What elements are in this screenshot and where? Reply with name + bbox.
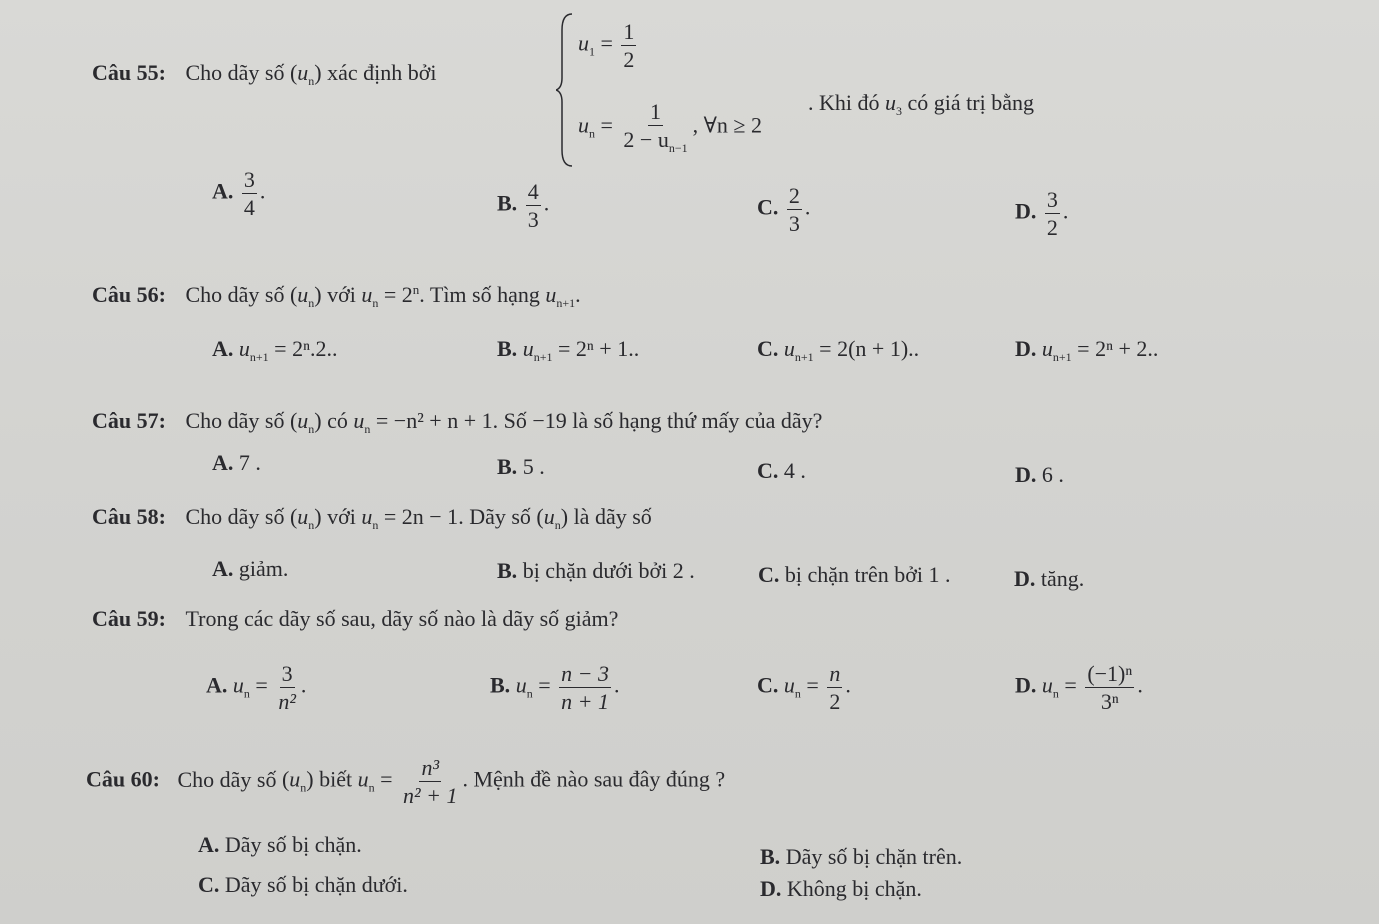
q55-sys2-den: 2 − u <box>623 127 669 153</box>
option-text: = 2ⁿ.2.. <box>274 336 338 361</box>
q60-label: Câu 60: <box>86 766 160 792</box>
q55-label: Câu 55: <box>92 60 166 85</box>
q60-option-a[interactable] <box>198 832 362 858</box>
q56-stem: Câu 56: Cho dãy số $(u_n)$ với $u_n = 2^n$. Tìm số hạng $u_{n+1}$. <box>92 282 581 310</box>
q58-formula: = 2n − 1 <box>383 504 459 529</box>
q56-stem-text2: với <box>327 282 356 307</box>
frac-num: n <box>827 662 842 688</box>
q56-label: Câu 56: <box>92 282 166 307</box>
q55-sys1-num: 1 <box>621 20 636 46</box>
option-text: = 2ⁿ + 2.. <box>1077 336 1159 361</box>
q56-option-b[interactable]: B. $u_{n+1} = 2^n + 1$.. <box>497 336 640 364</box>
frac-den: 2 <box>829 689 841 715</box>
frac-den: n² <box>278 689 296 715</box>
option-label: A. <box>212 556 234 581</box>
q56-option-a[interactable]: A. $u_{n+1} = 2^n.2$.. <box>212 336 338 364</box>
q58-stem-text: Cho dãy số <box>185 504 285 529</box>
q57-stem: Câu 57: Cho dãy số $(u_n)$ có $u_n = -n^2 + n + 1$. Số −19 là số hạng thứ mấy của dãy? <box>92 408 823 436</box>
frac-num: n − 3 <box>559 662 611 688</box>
q56-stem-text: Cho dãy số <box>185 282 285 307</box>
q56-tail: . Tìm số hạng <box>419 282 540 307</box>
q55-stem-text: Cho dãy số <box>185 60 285 85</box>
q57-option-c[interactable] <box>757 458 806 484</box>
option-label: A. <box>206 672 228 698</box>
q57-option-d[interactable] <box>1015 462 1064 488</box>
option-text: 6 . <box>1041 462 1064 487</box>
option-text: Dãy số bị chặn dưới. <box>224 872 408 897</box>
frac-num: (−1)ⁿ <box>1085 662 1134 688</box>
option-label: C. <box>757 194 779 220</box>
q58-tail: . Dãy số <box>458 504 531 529</box>
q60-tail: . Mệnh đề nào sau đây đúng ? <box>462 766 726 792</box>
q55-sys1-den: 2 <box>623 47 635 73</box>
q58-option-c[interactable] <box>758 562 950 588</box>
option-label: B. <box>490 672 511 698</box>
option-label: B. <box>497 336 518 361</box>
frac-den: n² + 1 <box>403 783 458 809</box>
q59-label: Câu 59: <box>92 606 166 631</box>
q55-option-c[interactable]: C. $\frac{2}{3}$ . <box>757 183 811 237</box>
q55-option-a[interactable]: A. $\frac{3}{4}$ . <box>212 167 266 221</box>
option-text: Không bị chặn. <box>786 876 922 901</box>
option-text: tăng. <box>1040 566 1085 591</box>
q57-option-a[interactable] <box>212 450 261 476</box>
option-label: D. <box>1015 198 1037 224</box>
q58-stem: Câu 58: Cho dãy số $(u_n)$ với $u_n = 2n - 1$. Dãy số $(u_n)$ là dãy số <box>92 504 652 532</box>
option-label: A. <box>212 336 234 361</box>
q55-option-b[interactable]: B. $\frac{4}{3}$ . <box>497 179 550 233</box>
q58-stem-text2: với <box>327 504 356 529</box>
option-text: bị chặn trên bởi 1 . <box>784 562 951 587</box>
q55-option-d[interactable]: D. $\frac{3}{2}$ . <box>1015 187 1069 241</box>
frac-den: 3ⁿ <box>1100 689 1119 715</box>
q55-stem-text2: xác định bởi <box>327 60 437 85</box>
q58-option-b[interactable] <box>497 558 695 584</box>
q55-sys-row1: $u_1$ = $\frac{1}{2}$ <box>578 19 635 73</box>
q59-option-d[interactable]: D. $u_n$ = $\frac{\text{(−1)ⁿ}}{\text{3ⁿ}}$ . <box>1015 661 1143 715</box>
option-text: Dãy số bị chặn. <box>224 832 362 857</box>
option-label: C. <box>198 872 220 897</box>
q56-option-d[interactable]: D. $u_{n+1} = 2^n + 2$.. <box>1015 336 1159 364</box>
option-label: C. <box>757 458 779 483</box>
q58-option-a[interactable] <box>212 556 288 582</box>
option-label: D. <box>1015 336 1037 361</box>
q55-tail-text: . Khi đó <box>808 90 880 115</box>
q56-option-c[interactable]: C. $u_{n+1} = 2(n + 1)$.. <box>757 336 920 364</box>
q59-stem <box>92 606 618 632</box>
q58-label: Câu 58: <box>92 504 166 529</box>
option-text: = 2ⁿ + 1.. <box>557 336 640 361</box>
option-label: C. <box>757 336 779 361</box>
q55-seq: $(u_n)$ <box>289 60 322 88</box>
option-label: D. <box>760 876 782 901</box>
q57-stem-text2: có <box>327 408 348 433</box>
q60-stem-text: Cho dãy số <box>177 766 277 792</box>
frac-den: 4 <box>243 195 255 221</box>
q60-option-b[interactable] <box>760 844 962 870</box>
q55-stem <box>92 60 437 89</box>
option-label: A. <box>198 832 220 857</box>
q59-option-a[interactable]: A. $u_n$ = $\frac{3}{\text{n²}}$ . <box>206 661 307 715</box>
option-text: bị chặn dưới bởi 2 . <box>522 558 695 583</box>
frac-num: 3 <box>1045 188 1060 214</box>
frac-num: 2 <box>787 184 802 210</box>
frac-num: 3 <box>280 662 295 688</box>
option-label: A. <box>212 450 234 475</box>
option-label: B. <box>497 558 518 583</box>
q56-formula: = 2 <box>383 282 413 307</box>
q55-tail-text2: có giá trị bằng <box>907 90 1034 115</box>
q55-sys-row2: $u_n$ = $\frac{1}{2 - u_{n-1}}$ , ∀n ≥ 2 <box>578 99 762 156</box>
frac-num: 4 <box>526 180 541 206</box>
q58-option-d[interactable] <box>1014 566 1084 592</box>
q59-option-b[interactable]: B. $u_n$ = $\frac{n - 3}{n + 1}$ . <box>490 661 620 715</box>
q60-stem: Câu 60: Cho dãy số $(u_n)$ biết $u_n$ = $\frac{\text{n³}}{\text{n² + 1}}$ . Mệnh đề nào sau đây đúng ? <box>86 755 726 809</box>
frac-den: n + 1 <box>561 689 609 715</box>
frac-num: 3 <box>242 168 257 194</box>
option-label: D. <box>1015 462 1037 487</box>
q55-tail: . Khi đó $u_3$ có giá trị bằng <box>808 90 1034 118</box>
q60-stem-text2: biết <box>319 766 353 792</box>
option-text: = 2(n + 1).. <box>819 336 920 361</box>
q57-option-b[interactable] <box>497 454 545 480</box>
option-label: B. <box>497 190 518 216</box>
frac-num: n³ <box>419 756 441 782</box>
q57-tail: . Số −19 là số hạng thứ mấy của dãy? <box>492 408 823 433</box>
option-label: A. <box>212 178 234 204</box>
option-text: Dãy số bị chặn trên. <box>785 844 963 869</box>
q57-stem-text: Cho dãy số <box>185 408 285 433</box>
option-label: C. <box>757 672 779 698</box>
option-label: B. <box>497 454 518 479</box>
q58-tail2: là dãy số <box>573 504 652 529</box>
option-label: D. <box>1014 566 1036 591</box>
q55-brace <box>556 10 576 170</box>
option-label: D. <box>1015 672 1037 698</box>
option-text: 5 . <box>522 454 545 479</box>
q60-option-c[interactable] <box>198 872 408 898</box>
frac-den: 3 <box>527 207 539 233</box>
option-text: giảm. <box>238 556 289 581</box>
q55-sys2-num: 1 <box>648 100 663 126</box>
option-text: 4 . <box>783 458 806 483</box>
frac-den: 2 <box>1046 215 1058 241</box>
q59-option-c[interactable]: C. $u_n$ = $\frac{n}{2}$ . <box>757 661 851 715</box>
option-label: C. <box>758 562 780 587</box>
q60-option-d[interactable] <box>760 876 922 902</box>
frac-den: 3 <box>788 211 800 237</box>
q57-formula: = −n² + n + 1 <box>375 408 493 433</box>
q55-sys2-cond: , ∀n ≥ 2 <box>692 112 762 138</box>
q57-label: Câu 57: <box>92 408 166 433</box>
option-text: 7 . <box>238 450 261 475</box>
q59-stem-text: Trong các dãy số sau, dãy số nào là dãy số giảm? <box>185 606 619 631</box>
option-label: B. <box>760 844 781 869</box>
